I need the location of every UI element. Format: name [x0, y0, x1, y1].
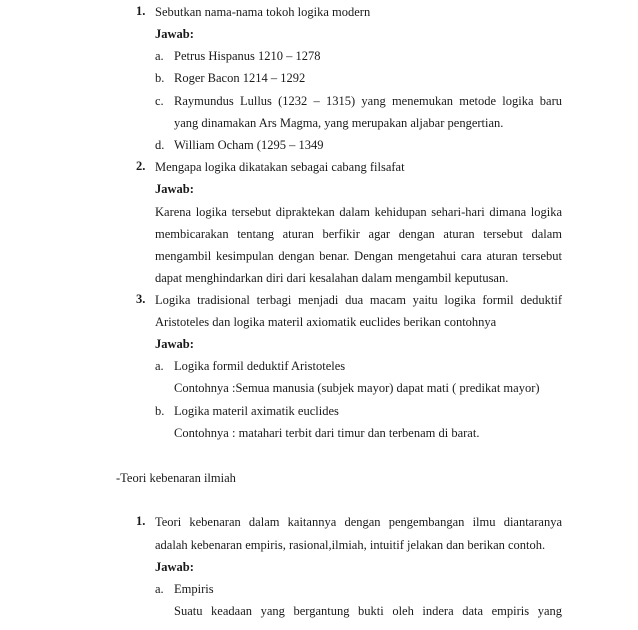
list-item: Raymundus Lullus (1232 – 1315) yang menemukan metode logika baru	[174, 94, 562, 108]
example-line: Contohnya : matahari terbit dari timur dan terbenam di barat.	[174, 426, 480, 440]
question-text: Sebutkan nama-nama tokoh logika modern	[155, 5, 371, 19]
list-marker: c.	[155, 94, 164, 108]
list-item: Roger Bacon 1214 – 1292	[174, 71, 306, 85]
list-marker: a.	[155, 359, 164, 373]
question-number: 3.	[136, 292, 146, 306]
list-item: Logika formil deduktif Aristoteles	[174, 359, 346, 373]
answer-label: Jawab:	[155, 27, 194, 41]
section-heading: -Teori kebenaran ilmiah	[116, 471, 236, 485]
list-item: Empiris	[174, 582, 214, 596]
answer-line: dapat menghindarkan diri dari kesalahan dalam mengambil keputusan.	[155, 271, 509, 285]
list-item: Petrus Hispanus 1210 – 1278	[174, 49, 321, 63]
question-text: Teori kebenaran dalam kaitannya dengan pengembangan ilmu diantaranya	[155, 515, 562, 529]
list-marker: d.	[155, 138, 165, 152]
answer-line: Suatu keadaan yang bergantung bukti oleh indera data empiris yang	[174, 604, 562, 618]
example-line: Contohnya :Semua manusia (subjek mayor) dapat mati ( predikat mayor)	[174, 381, 540, 395]
question-number: 1.	[136, 514, 146, 528]
question-number: 1.	[136, 4, 146, 18]
question-text: Logika tradisional terbagi menjadi dua macam yaitu logika formil deduktif	[155, 293, 562, 307]
question-text: Mengapa logika dikatakan sebagai cabang filsafat	[155, 160, 405, 174]
answer-label: Jawab:	[155, 182, 194, 196]
answer-line: Karena logika tersebut dipraktekan dalam kehidupan sehari-hari dimana logika	[155, 205, 562, 219]
answer-line: membicarakan tentang aturan berfikir agar dengan aturan tersebut dalam	[155, 227, 562, 241]
list-item-continuation: yang dinamakan Ars Magma, yang merupakan aljabar pengertian.	[174, 116, 504, 130]
list-marker: a.	[155, 582, 164, 596]
list-marker: b.	[155, 71, 165, 85]
list-item: Logika materil aximatik euclides	[174, 404, 339, 418]
question-text: adalah kebenaran empiris, rasional,ilmiah, intuitif jelakan dan berikan contoh.	[155, 538, 546, 552]
question-number: 2.	[136, 159, 146, 173]
list-item: William Ocham (1295 – 1349	[174, 138, 324, 152]
answer-line: mengambil kesimpulan dengan benar. Dengan mengetahui cara aturan tersebut	[155, 249, 562, 263]
list-marker: b.	[155, 404, 165, 418]
answer-label: Jawab:	[155, 560, 194, 574]
question-text: Aristoteles dan logika materil axiomatik euclides berikan contohnya	[155, 315, 497, 329]
answer-label: Jawab:	[155, 337, 194, 351]
list-marker: a.	[155, 49, 164, 63]
